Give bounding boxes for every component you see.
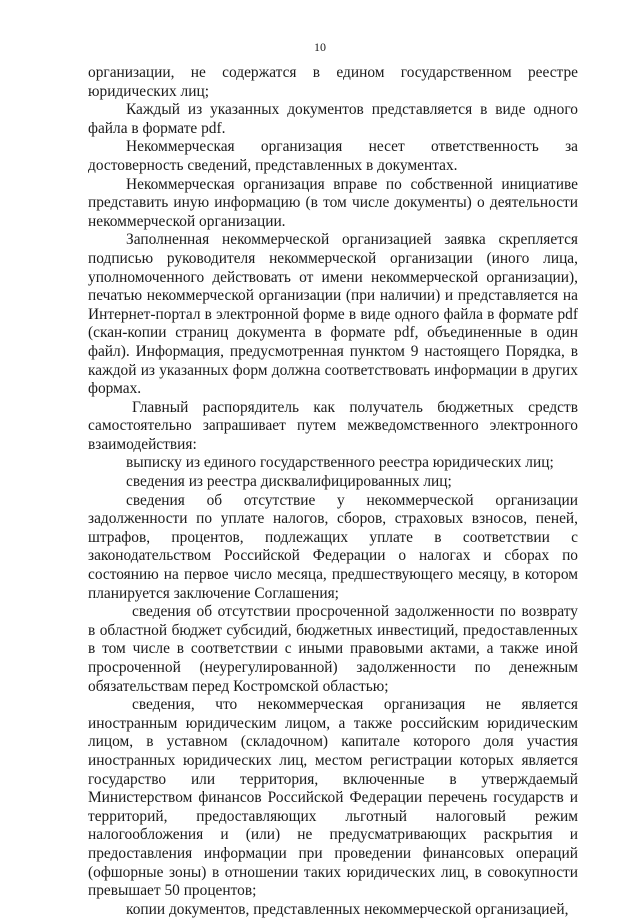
list-item-disqualified-registry: сведения из реестра дисквалифицированных лиц; [126, 473, 452, 491]
list-item-document-copies: копии документов, представленных некоммерческой организацией, [126, 900, 569, 918]
paragraph-nko-not-in-registry: организации, не содержатся в едином государственном реестре юридических лиц; [88, 64, 578, 100]
paragraph-interagency-request: Главный распорядитель как получатель бюджетных средств самостоятельно запрашивает путем межведомственного электронного взаимодействия: [88, 398, 578, 453]
list-item-foreign-entity-info: сведения, что некоммерческая организация не является иностранным юридическим лицом, а также российским юридическим лицом, в уставном (складочном) капитале которого доля участия иностранных юридических лиц, местом регистрации которых является государство или территория, включенные в утверждаемый Министерством финансов Российской Федерации перечень государств и территорий, предоставляющих льготный налоговый режим налогообложения и (или) не предусматривающих раскрытия и предоставления информации при проведении финансовых операций (офшорные зоны) в отношении таких юридических лиц, в совокупности превышает 50 процентов; [88, 696, 578, 900]
paragraph-additional-info: Некоммерческая организация вправе по собственной инициативе представить иную информацию (в том числе документы) о деятельности некоммерческой организации. [88, 175, 578, 230]
paragraph-pdf-format: Каждый из указанных документов представляется в виде одного файла в формате pdf. [88, 101, 578, 137]
list-item-egrul-extract: выписку из единого государственного реестра юридических лиц; [126, 454, 554, 472]
paragraph-application-signing: Заполненная некоммерческой организацией заявка скрепляется подписью руководителя некоммерческой организации (иного лица, уполномоченного действовать от имени некоммерческой организации), печатью некоммерческой организации (при наличии) и представляется на Интернет-портал в электронной форме в виде одного файла в формате pdf (скан-копии страниц документа в формате pdf, объединенные в один файл). Информация, предусмотренная пунктом 9 настоящего Порядка, в каждой из указанных форм должна соответствовать информации в других формах. [88, 231, 578, 398]
list-item-overdue-debt-info: сведения об отсутствии просроченной задолженности по возврату в областной бюджет субсидий, бюджетных инвестиций, предоставленных в том числе в соответствии с иными правовыми актами, а также иной просроченной (неурегулированной) задолженности по денежным обязательствам перед Костромской областью; [88, 603, 578, 695]
paragraph-responsibility: Некоммерческая организация несет ответственность за достоверность сведений, представленных в документах. [88, 138, 578, 174]
page-number: 10 [314, 40, 326, 54]
list-item-tax-debt-info: сведения об отсутствие у некоммерческой организации задолженности по уплате налогов, сборов, страховых взносов, пеней, штрафов, процентов, подлежащих уплате в соответствии с законодательством Российской Федерации о налогах и сборах по состоянию на первое число месяца, предшествующего месяцу, в котором планируется заключение Соглашения; [88, 491, 578, 602]
document-body [88, 64, 578, 919]
